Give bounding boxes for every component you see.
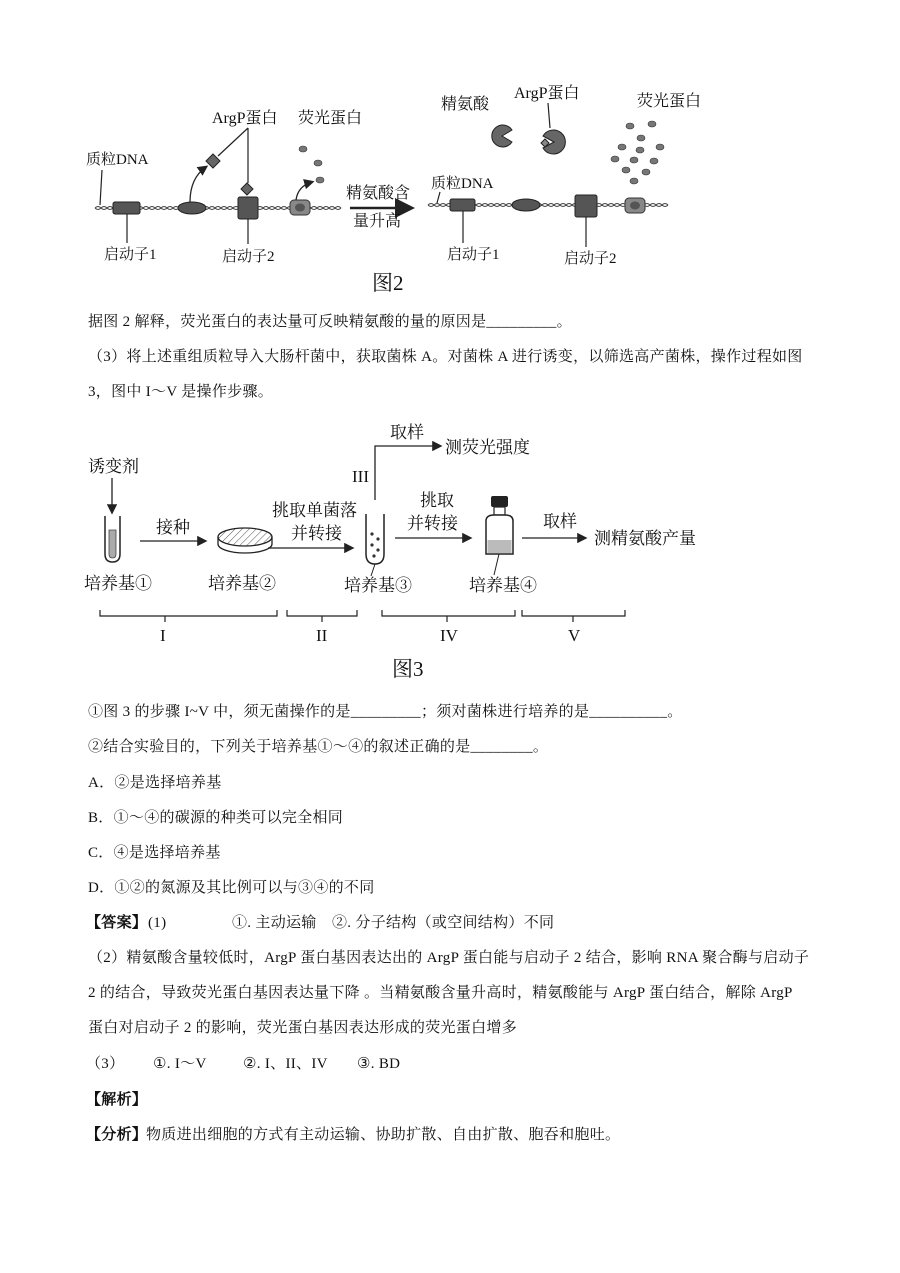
- step-3-label: III: [352, 467, 369, 486]
- pick-colony-label-line1: 挑取单菌落: [272, 501, 357, 520]
- figure-3: [0, 410, 900, 690]
- medium-4-label: 培养基④: [469, 576, 537, 595]
- fluorescent-protein-dot: [636, 147, 644, 153]
- fluorescent-gene-left-core: [295, 204, 305, 212]
- argp-protein-diamond-bound: [241, 183, 253, 195]
- answer-part3-item1: ①. I～V: [153, 1056, 207, 1072]
- fluorescent-protein-dot: [642, 169, 650, 175]
- analysis-label: 【分析】: [86, 1127, 148, 1143]
- analysis-heading: 【解析】: [86, 1092, 148, 1108]
- argp-pointer-diag: [218, 128, 248, 156]
- answer-part1-num: (1): [148, 915, 167, 931]
- plasmid-dna-label-right: 质粒DNA: [431, 176, 494, 192]
- inoculate-label: 接种: [156, 518, 190, 537]
- analysis-text: 物质进出细胞的方式有主动运输、协助扩散、自由扩散、胞吞和胞吐。: [146, 1127, 621, 1143]
- argp-gene-right: [512, 199, 540, 211]
- colony-dot: [370, 543, 373, 546]
- argp-protein-label-left: ArgP蛋白: [212, 110, 278, 127]
- bottle-neck: [494, 507, 505, 515]
- argp-pointer-right: [548, 103, 550, 128]
- argp-gene-left: [178, 202, 206, 214]
- transition-label-line2: 量升高: [353, 213, 402, 230]
- argp-protein-label-right: ArgP蛋白: [514, 85, 580, 102]
- argp-expression-arrow: [190, 167, 206, 202]
- fluorescent-protein-dot: [622, 167, 630, 173]
- answer-part2-line3: 蛋白对启动子 2 的影响，荧光蛋白基因表达形成的荧光蛋白增多: [88, 1020, 518, 1036]
- pick-colony-label-line2: 并转接: [291, 524, 342, 543]
- option-a: A．②是选择培养基: [88, 775, 222, 791]
- promoter-2-box-left: [238, 197, 258, 219]
- answer-part3-item2: ②. I、II、IV: [243, 1056, 328, 1072]
- test-tube-2-pointer: [371, 564, 375, 576]
- measure-fluorescence-label: 测荧光强度: [445, 438, 530, 457]
- answer-part2-line2: 2 的结合，导致荧光蛋白基因表达量下降 。当精氨酸含量升高时，精氨酸能与 ArgP 蛋白结合，解除 ArgP: [88, 985, 793, 1001]
- step-bracket-4: [382, 610, 515, 622]
- step-bracket-1: [100, 610, 277, 622]
- plasmid-dna-label-left: 质粒DNA: [86, 152, 149, 168]
- test-tube-1-medium: [109, 530, 116, 558]
- arginine-molecule-icon: [492, 125, 512, 147]
- step-bracket-5: [522, 610, 625, 622]
- figure-2: [0, 0, 900, 300]
- figure-2-caption: 图2: [372, 271, 404, 295]
- medium-1-label: 培养基①: [84, 574, 152, 593]
- fluorescent-protein-dot: [656, 144, 664, 150]
- answer-part2-line1: （2）精氨酸含量较低时，ArgP 蛋白基因表达出的 ArgP 蛋白能与启动子 2 结合，影响 RNA 聚合酶与启动子: [88, 950, 810, 966]
- arginine-label: 精氨酸: [441, 96, 490, 113]
- step-4-label: IV: [440, 626, 458, 645]
- fluorescent-protein-dot: [648, 121, 656, 127]
- answer-label: 【答案】: [86, 915, 148, 931]
- mutagen-label: 诱变剂: [88, 457, 139, 476]
- argp-protein-diamond-free: [206, 154, 220, 168]
- medium-3-label: 培养基③: [344, 576, 412, 595]
- fluorescent-protein-dot: [299, 146, 307, 152]
- fluorescent-protein-dot: [611, 156, 619, 162]
- plasmid-pointer-left: [100, 170, 102, 205]
- fluorescent-expression-arrow: [296, 182, 312, 200]
- figure-3-caption: 图3: [392, 657, 424, 681]
- colony-dot: [372, 554, 375, 557]
- promoter-1-box-left: [113, 202, 140, 214]
- fluorescent-protein-label-left: 荧光蛋白: [298, 110, 363, 127]
- question-2-text: 据图 2 解释，荧光蛋白的表达量可反映精氨酸的量的原因是_________。: [88, 314, 572, 330]
- bottle-cap: [491, 496, 508, 507]
- promoter-1-label-left: 启动子1: [104, 247, 157, 263]
- promoter-1-box-right: [450, 199, 475, 211]
- fluorescent-protein-dot: [630, 178, 638, 184]
- step-5-label: V: [568, 626, 581, 645]
- option-c: C．④是选择培养基: [88, 845, 221, 861]
- fluorescent-protein-cluster: [611, 121, 664, 184]
- option-b: B．①～④的碳源的种类可以完全相同: [88, 810, 344, 826]
- fluorescent-protein-dot: [314, 160, 322, 166]
- fluorescent-protein-dot: [637, 135, 645, 141]
- answer-part3-item3: ③. BD: [357, 1056, 401, 1072]
- question-3-sub2: ②结合实验目的，下列关于培养基①～④的叙述正确的是________。: [88, 739, 549, 755]
- promoter-2-label-right: 启动子2: [564, 251, 617, 267]
- sampling-label-1: 取样: [390, 423, 424, 442]
- fluorescent-protein-label-right: 荧光蛋白: [637, 93, 702, 110]
- plasmid-pointer-right: [437, 192, 440, 203]
- answer-part3-num: （3）: [86, 1056, 125, 1072]
- step-bracket-2: [287, 610, 357, 622]
- bottle-pointer: [494, 554, 499, 575]
- measure-arginine-label: 测精氨酸产量: [594, 529, 696, 548]
- answer-part1-item2: ②. 分子结构（或空间结构）不同: [332, 915, 555, 931]
- step-1-label: I: [160, 626, 166, 645]
- fluorescent-protein-dot: [626, 123, 634, 129]
- colony-dot: [376, 537, 379, 540]
- fluorescent-protein-dot: [316, 177, 324, 183]
- promoter-2-label-left: 启动子2: [222, 249, 275, 265]
- pick-transfer-label-line1: 挑取: [420, 491, 454, 510]
- option-d: D．①②的氮源及其比例可以与③④的不同: [88, 880, 375, 896]
- colony-dot: [370, 532, 373, 535]
- step-2-label: II: [316, 626, 328, 645]
- pick-transfer-label-line2: 并转接: [407, 514, 458, 533]
- fluorescent-protein-dot: [630, 157, 638, 163]
- fluorescent-gene-right-core: [630, 202, 640, 210]
- bottle-medium: [488, 540, 512, 553]
- question-3-intro-line1: （3）将上述重组质粒导入大肠杆菌中，获取菌株 A。对菌株 A 进行诱变，以筛选高产菌株，操作过程如图: [88, 349, 803, 365]
- question-3-sub1: ①图 3 的步骤 I~V 中，须无菌操作的是_________；须对菌株进行培养的是__________。: [88, 704, 683, 720]
- petri-dish-icon: [218, 528, 272, 546]
- sampling-label-2: 取样: [543, 512, 577, 531]
- promoter-2-box-right: [575, 195, 597, 217]
- fluorescent-protein-dot: [618, 144, 626, 150]
- fluorescent-protein-dot: [650, 158, 658, 164]
- answer-part1-item1: ①. 主动运输: [232, 915, 317, 931]
- question-3-intro-line2: 3，图中 I～V 是操作步骤。: [88, 384, 274, 400]
- transition-label-line1: 精氨酸含: [346, 185, 411, 202]
- medium-2-label: 培养基②: [208, 574, 276, 593]
- colony-dot: [376, 548, 379, 551]
- promoter-1-label-right: 启动子1: [447, 247, 500, 263]
